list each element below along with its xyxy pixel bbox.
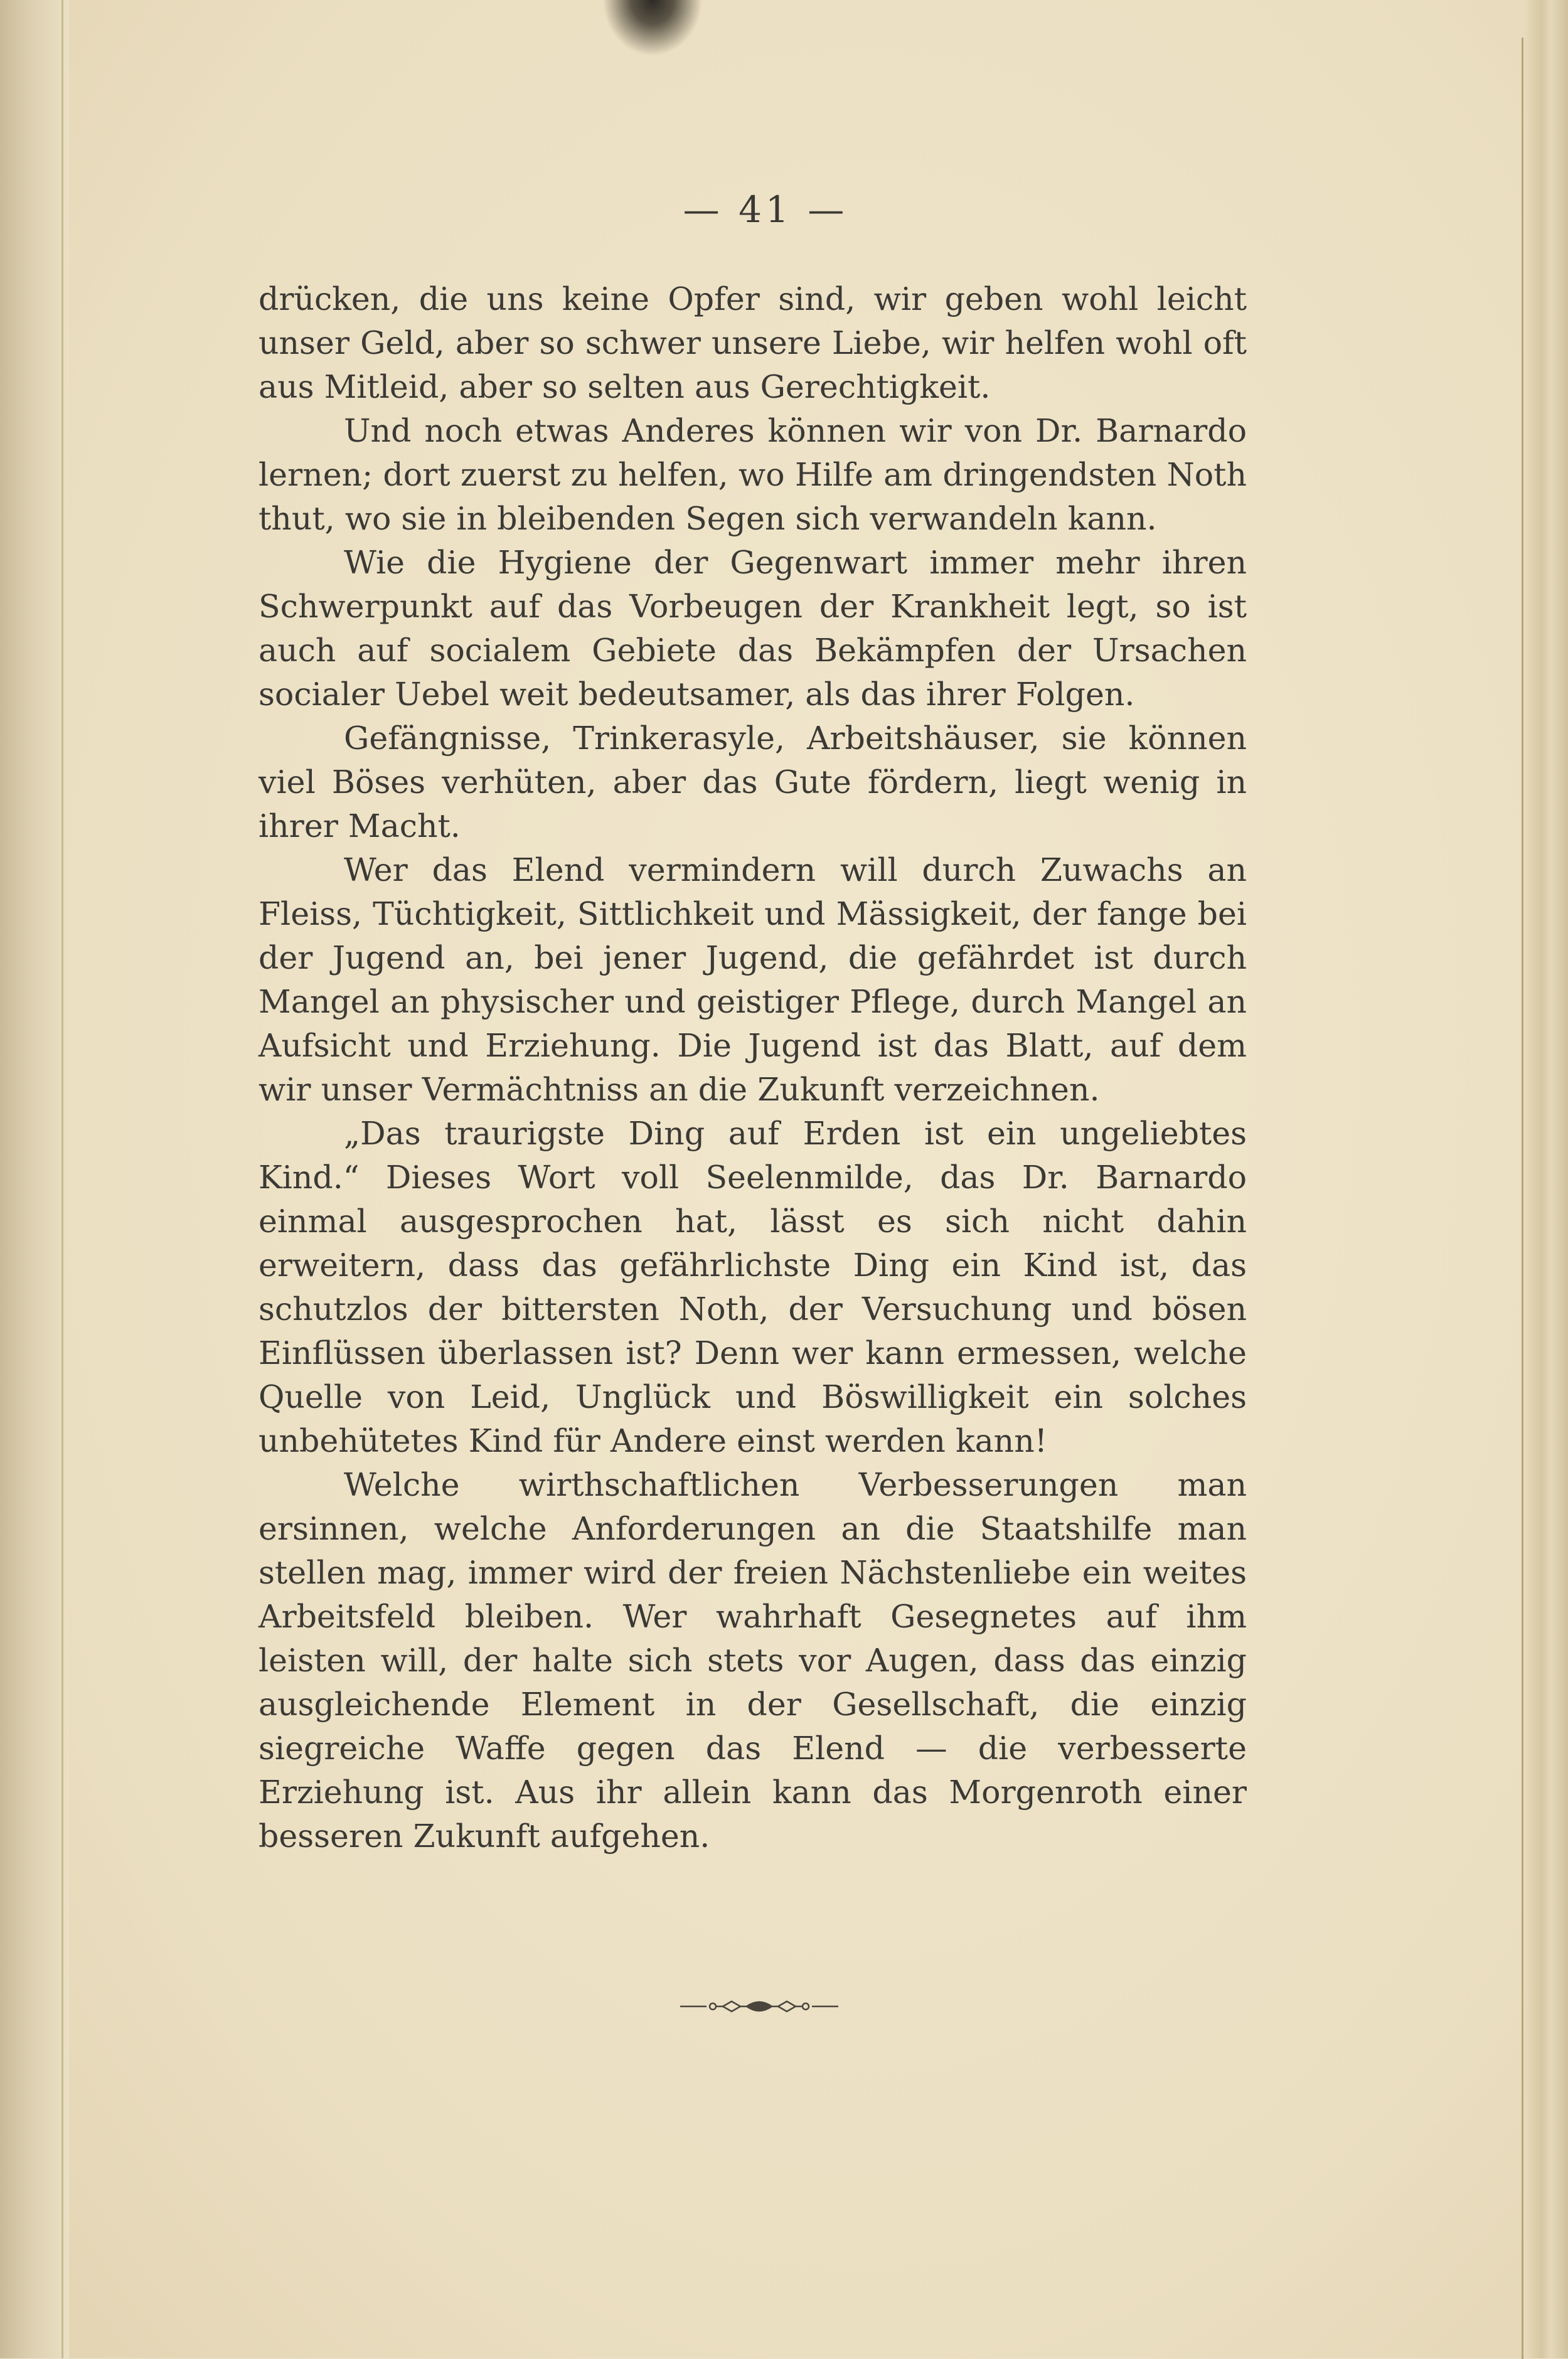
paragraph: Und noch etwas Anderes können wir von Dr. Barnardo lernen; dort zuerst zu helfen, wo Hilfe am dringendsten Noth thut, wo sie in bleibenden Segen sich verwandeln kann. <box>259 412 1247 537</box>
paragraph: „Das traurigste Ding auf Erden ist ein ungeliebtes Kind.“ Dieses Wort voll Seelenmilde, das Dr. Barnardo einmal ausgesprochen hat, lässt es sich nicht dahin erweitern, dass das gefährlichste Ding ein Kind ist, das schutzlos der bittersten Noth, der Versuchung und bösen Einflüssen überlassen ist? Denn wer kann ermessen, welche Quelle von Leid, Unglück und Böswilligkeit ein solches unbehütetes Kind für Andere einst werden kann! <box>259 1115 1247 1459</box>
paragraph: Wie die Hygiene der Gegenwart immer mehr ihren Schwerpunkt auf das Vorbeugen der Krankheit legt, so ist auch auf socialem Gebiete das Bekämpfen der Ursachen socialer Uebel weit bedeutsamer, als das ihrer Folgen. <box>259 544 1247 713</box>
vignette-ornament-icon <box>678 1995 841 2018</box>
paragraph: Gefängnisse, Trinkerasyle, Arbeitshäuser, sie können viel Böses verhüten, aber das Gute fördern, liegt wenig in ihrer Macht. <box>259 720 1247 844</box>
book-gutter <box>0 0 69 2358</box>
paragraph: Wer das Elend vermindern will durch Zuwachs an Fleiss, Tüchtigkeit, Sittlichkeit und Mässigkeit, der fange bei der Jugend an, bei jener Jugend, die gefährdet ist durch Mangel an physischer und geistiger Pflege, durch Mangel an Aufsicht und Erziehung. Die Jugend ist das Blatt, auf dem wir unser Vermächtniss an die Zukunft verzeichnen. <box>259 851 1247 1108</box>
paragraph: Welche wirthschaftlichen Verbesserungen man ersinnen, welche Anforderungen an die Staatshilfe man stellen mag, immer wird der freien Nächstenliebe ein weites Arbeitsfeld bleiben. Wer wahrhaft Gesegnetes auf ihm leisten will, der halte sich stets vor Augen, dass das einzig ausgleichende Element in der Gesellschaft, die einzig siegreiche Waffe gegen das Elend — die verbesserte Erziehung ist. Aus ihr allein kann das Morgenroth einer besseren Zukunft aufgehen. <box>259 1466 1247 1855</box>
binding-shadow <box>602 0 703 56</box>
paragraph: drücken, die uns keine Opfer sind, wir geben wohl leicht unser Geld, aber so schwer unsere Liebe, wir helfen wohl oft aus Mitleid, aber so selten aus Gerechtigkeit. <box>259 280 1247 405</box>
gutter-fold-line <box>61 0 63 2358</box>
page-number: — 41 — <box>683 188 848 231</box>
body-text <box>259 277 1247 1858</box>
page-edge <box>1524 0 1568 2358</box>
page-edge-line <box>1522 38 1523 2359</box>
